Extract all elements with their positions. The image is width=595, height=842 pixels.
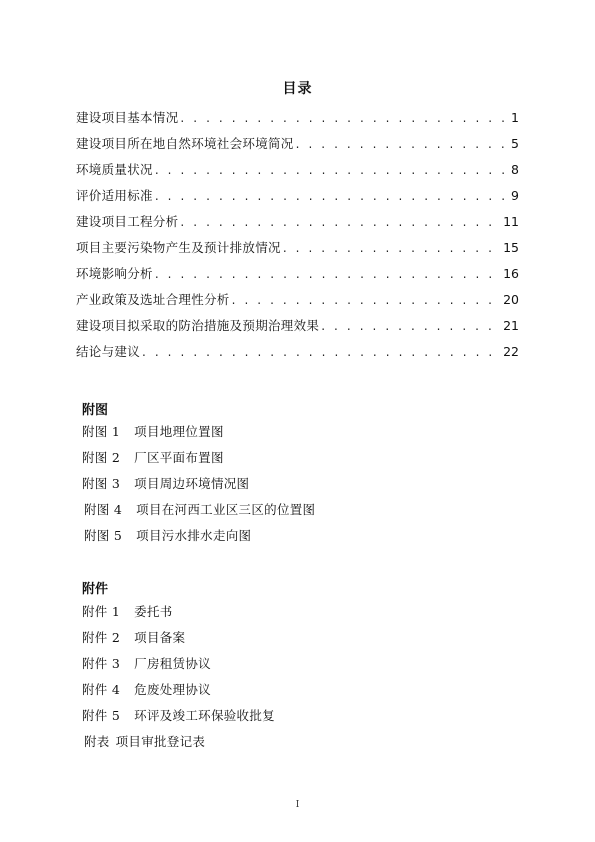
figure-item[interactable]	[82, 477, 315, 503]
toc-entry-label: 评价适用标准	[76, 188, 153, 203]
toc-entry[interactable]	[76, 215, 519, 241]
toc-leader-dots	[283, 241, 501, 255]
attachment-item[interactable]	[82, 657, 275, 683]
figure-number: 附图 5	[84, 528, 123, 543]
toc-entry[interactable]	[76, 189, 519, 215]
toc-entry[interactable]	[76, 163, 519, 189]
toc-entry-label: 产业政策及选址合理性分析	[76, 292, 230, 307]
toc-entry[interactable]	[76, 137, 519, 163]
figure-item[interactable]	[84, 529, 315, 555]
figure-number: 附图 3	[82, 476, 121, 491]
attachments-heading: 附件	[82, 582, 109, 597]
toc-entry-label: 环境质量状况	[76, 162, 153, 177]
figures-heading: 附图	[82, 403, 109, 418]
toc-entry-page: 9	[511, 188, 519, 203]
toc-entry-label: 建设项目基本情况	[76, 110, 179, 125]
figure-title: 项目在河西工业区三区的位置图	[136, 502, 316, 517]
attachment-number: 附件 2	[82, 630, 121, 645]
toc-leader-dots	[155, 189, 505, 203]
attachment-title: 项目审批登记表	[115, 734, 206, 749]
toc-leader-dots	[296, 137, 505, 151]
toc-entry-label: 环境影响分析	[76, 266, 153, 281]
attachment-title: 委托书	[134, 604, 173, 619]
attachment-number: 附表	[84, 734, 110, 749]
toc-leader-dots	[155, 267, 501, 281]
toc-entry-label: 建设项目工程分析	[76, 214, 179, 229]
toc-entry-page: 20	[503, 292, 519, 307]
attachment-number: 附件 3	[82, 656, 121, 671]
attachment-item[interactable]	[84, 735, 275, 761]
toc-leader-dots	[232, 293, 501, 307]
toc-entry-label: 项目主要污染物产生及预计排放情况	[76, 240, 281, 255]
figure-number: 附图 2	[82, 450, 121, 465]
figure-title: 项目污水排水走向图	[136, 528, 252, 543]
toc-entry[interactable]	[76, 241, 519, 267]
toc-entry-label: 建设项目拟采取的防治措施及预期治理效果	[76, 318, 320, 333]
page-title: 目录	[282, 81, 313, 97]
toc-leader-dots	[180, 111, 505, 125]
toc-entry-page: 22	[503, 344, 519, 359]
attachment-number: 附件 5	[82, 708, 121, 723]
toc-entry-page: 1	[511, 110, 519, 125]
attachment-title: 环评及竣工环保验收批复	[134, 708, 275, 723]
toc-entry-page: 16	[503, 266, 519, 281]
toc-entry-page: 8	[511, 162, 519, 177]
page-number: I	[295, 800, 300, 810]
toc-entry[interactable]	[76, 267, 519, 293]
attachment-title: 项目备案	[134, 630, 186, 645]
attachments-list	[82, 605, 275, 761]
figure-title: 厂区平面布置图	[134, 450, 224, 465]
toc-leader-dots	[321, 319, 501, 333]
attachment-number: 附件 4	[82, 682, 121, 697]
figure-number: 附图 4	[84, 502, 123, 517]
toc-entry[interactable]	[76, 111, 519, 137]
attachment-title: 危废处理协议	[134, 682, 211, 697]
toc-entry-page: 11	[503, 214, 519, 229]
attachment-item[interactable]	[82, 631, 275, 657]
attachment-title: 厂房租赁协议	[134, 656, 211, 671]
toc-entry[interactable]	[76, 319, 519, 345]
attachment-number: 附件 1	[82, 604, 121, 619]
attachment-item[interactable]	[82, 605, 275, 631]
figure-item[interactable]	[84, 503, 315, 529]
table-of-contents	[76, 111, 519, 371]
toc-entry-page: 21	[503, 318, 519, 333]
toc-entry-label: 建设项目所在地自然环境社会环境简况	[76, 136, 294, 151]
figure-number: 附图 1	[82, 424, 121, 439]
figure-title: 项目地理位置图	[134, 424, 224, 439]
figures-list	[82, 425, 315, 555]
toc-entry[interactable]	[76, 293, 519, 319]
toc-leader-dots	[142, 345, 501, 359]
attachment-item[interactable]	[82, 709, 275, 735]
figure-item[interactable]	[82, 451, 315, 477]
figure-title: 项目周边环境情况图	[134, 476, 250, 491]
toc-leader-dots	[155, 163, 505, 177]
figure-item[interactable]	[82, 425, 315, 451]
toc-entry-page: 15	[503, 240, 519, 255]
toc-entry[interactable]	[76, 345, 519, 371]
toc-entry-page: 5	[511, 136, 519, 151]
toc-entry-label: 结论与建议	[76, 344, 141, 359]
attachment-item[interactable]	[82, 683, 275, 709]
toc-leader-dots	[180, 215, 501, 229]
